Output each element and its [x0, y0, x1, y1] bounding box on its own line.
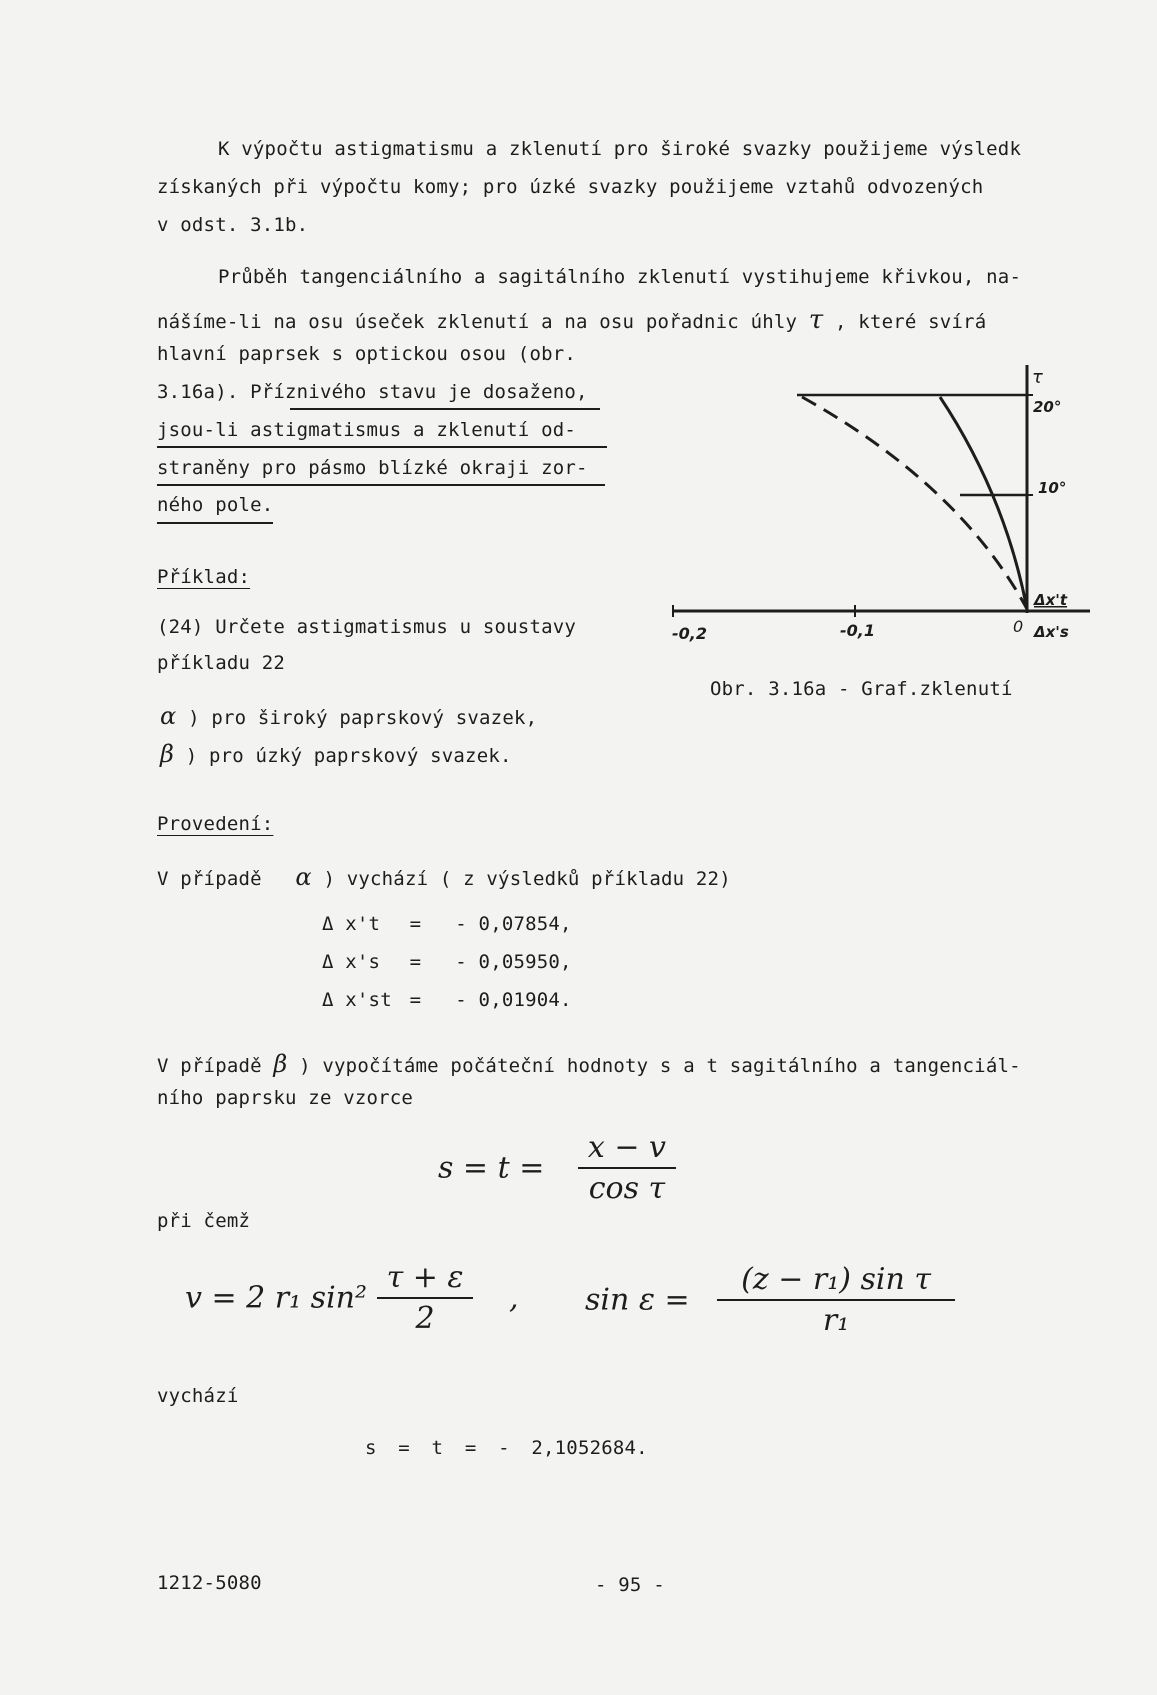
underline-3	[157, 484, 605, 486]
delta-xst-eq: =	[409, 989, 422, 1011]
delta-xt-val: - 0,07854,	[455, 913, 572, 935]
x-tick-0-label: 0	[1013, 617, 1024, 636]
field-curvature-graph	[660, 355, 1110, 665]
para2-line2	[157, 305, 986, 335]
para2-line2-b: , které svírá	[835, 311, 987, 333]
example-line1: (24) Určete astigmatismus u soustavy	[157, 616, 577, 638]
formula-s-t-numerator: x − v	[578, 1130, 676, 1169]
tick-20-label: 20°	[1033, 398, 1062, 416]
formula-v-denominator: 2	[415, 1301, 435, 1336]
solution-intro-a: V případě	[157, 868, 262, 890]
formula-v-separator: ,	[509, 1280, 519, 1316]
para2-line4: 3.16a). Příznivého stavu je dosaženo,	[157, 381, 588, 403]
formula-s-t-denominator: cos τ	[588, 1171, 666, 1206]
dxs-label: Δx's	[1034, 623, 1069, 641]
tick-10-label: 10°	[1038, 479, 1067, 497]
example-alpha	[160, 702, 537, 730]
beta-symbol: β	[160, 740, 175, 768]
formula-sin-eps-fraction	[717, 1262, 955, 1338]
solution-heading: Provedení:	[157, 813, 274, 835]
tangential-curve	[802, 397, 1027, 609]
formula-v-lhs: v = 2 r₁ sin²	[185, 1280, 368, 1316]
pri-cemz: při čemž	[157, 1210, 251, 1232]
y-axis-label: τ	[1032, 367, 1043, 388]
formula-sin-eps-numerator: (z − r₁) sin τ	[717, 1262, 955, 1301]
underline-4	[157, 522, 273, 524]
para1-line2: získaných při výpočtu komy; pro úzké svazky použijeme vztahů odvozených	[157, 176, 984, 198]
beta-case-b: ) vypočítáme počáteční hodnoty s a t sagitálního a tangenciál-	[299, 1055, 1021, 1077]
example-beta-text: ) pro úzký paprskový svazek.	[185, 745, 512, 767]
para2-line2-a: nášíme-li na osu úseček zklenutí a na osu pořadnic úhly	[157, 311, 798, 333]
delta-xt-eq: =	[409, 913, 422, 935]
tau-symbol: τ	[808, 305, 824, 335]
document-code: 1212-5080	[157, 1572, 262, 1594]
delta-xt-row	[322, 913, 572, 935]
x-tick-02-label: -0,2	[672, 624, 707, 643]
formula-s-t	[438, 1130, 676, 1206]
beta-case-line1	[157, 1050, 1021, 1078]
beta-case-a: V případě	[157, 1055, 262, 1077]
para1-line1: K výpočtu astigmatismu a zklenutí pro široké svazky použijeme výsledk	[218, 138, 1022, 160]
delta-xs-lhs: Δ x's	[322, 951, 381, 973]
delta-xst-row	[322, 989, 572, 1011]
formula-sin-eps-denominator: r₁	[822, 1303, 850, 1338]
underline-2	[157, 446, 607, 448]
formula-sin-eps-lhs: sin ε =	[585, 1282, 690, 1318]
sagittal-curve	[940, 397, 1027, 609]
para2-line5: jsou-li astigmatismus a zklenutí od-	[157, 419, 577, 441]
alpha-symbol: α	[160, 702, 177, 730]
formula-sin-eps	[585, 1262, 955, 1338]
formula-s-t-fraction	[578, 1130, 676, 1206]
para2-line7: ného pole.	[157, 494, 274, 516]
delta-xst-val: - 0,01904.	[455, 989, 572, 1011]
page-number: - 95 -	[595, 1574, 665, 1596]
formula-v-fraction	[377, 1260, 474, 1336]
delta-xs-row	[322, 951, 572, 973]
example-line2: příkladu 22	[157, 652, 286, 674]
solution-alpha-symbol: α	[295, 863, 312, 891]
solution-intro	[157, 863, 731, 891]
dxt-label: Δx't	[1034, 591, 1068, 609]
para1-line3: v odst. 3.1b.	[157, 214, 309, 236]
formula-v	[185, 1260, 519, 1336]
formula-v-numerator: τ + ε	[377, 1260, 474, 1299]
result-line: s = t = - 2,1052684.	[365, 1437, 648, 1459]
beta-case-line2: ního paprsku ze vzorce	[157, 1087, 414, 1109]
para2-line6: straněny pro pásmo blízké okraji zor-	[157, 457, 588, 479]
delta-xs-val: - 0,05950,	[455, 951, 572, 973]
example-beta	[160, 740, 512, 768]
figure-caption: Obr. 3.16a - Graf.zklenutí	[710, 678, 1013, 700]
beta-case-symbol: β	[273, 1050, 288, 1078]
delta-xst-lhs: Δ x'st	[322, 989, 392, 1011]
underline-1	[290, 408, 600, 410]
delta-xs-eq: =	[409, 951, 422, 973]
example-alpha-text: ) pro široký paprskový svazek,	[188, 707, 538, 729]
para2-line3: hlavní paprsek s optickou osou (obr.	[157, 343, 577, 365]
vychazi: vychází	[157, 1385, 239, 1407]
delta-xt-lhs: Δ x't	[322, 913, 381, 935]
formula-s-t-lhs: s = t =	[438, 1150, 545, 1186]
para2-line1: Průběh tangenciálního a sagitálního zklenutí vystihujeme křivkou, na-	[218, 266, 1022, 288]
example-heading: Příklad:	[157, 566, 251, 588]
x-tick-01-label: -0,1	[840, 621, 875, 640]
solution-intro-b: ) vychází ( z výsledků příkladu 22)	[323, 868, 731, 890]
